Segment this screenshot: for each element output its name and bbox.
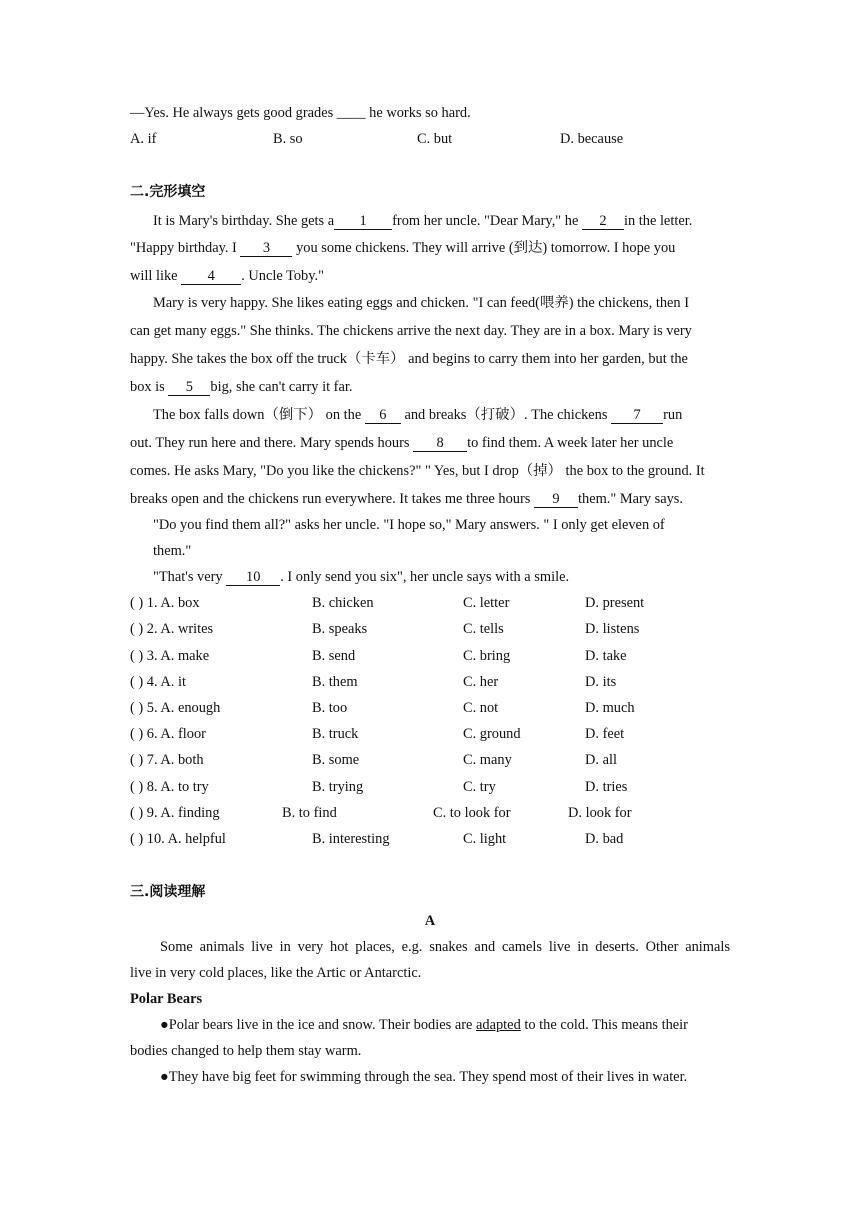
- q1-option-c: C. letter: [463, 595, 510, 611]
- option-a: A. if: [130, 131, 157, 147]
- reading-subheading: Polar Bears: [130, 991, 203, 1007]
- q1-option-b: B. chicken: [312, 595, 374, 611]
- q6-option-d: D. feet: [585, 726, 625, 742]
- q6-option-a: ( ) 6. A. floor: [130, 726, 206, 742]
- blank-10: 10: [226, 570, 280, 586]
- blank-1: 1: [334, 214, 392, 230]
- blank-6: 6: [365, 408, 401, 424]
- q9-option-d: D. look for: [568, 805, 632, 821]
- reading-heading: 三.阅读理解: [130, 884, 206, 900]
- bullet-2-line1: ●They have big feet for swimming through the sea. They spend most of their lives in water.: [160, 1069, 688, 1085]
- q2-option-b: B. speaks: [312, 621, 368, 637]
- blank-5: 5: [168, 380, 210, 396]
- q1-option-a: ( ) 1. A. box: [130, 595, 200, 611]
- option-d: D. because: [560, 131, 624, 147]
- cloze-p2-line4: box is 5 big, she can't carry it far.: [130, 379, 353, 395]
- q5-option-b: B. too: [312, 700, 348, 716]
- blank-2: 2: [582, 214, 624, 230]
- q3-option-b: B. send: [312, 648, 356, 664]
- q10-option-a: ( ) 10. A. helpful: [130, 831, 226, 847]
- cloze-heading: 二.完形填空: [130, 184, 206, 200]
- q3-option-a: ( ) 3. A. make: [130, 648, 210, 664]
- blank-4: 4: [181, 269, 241, 285]
- q7-option-d: D. all: [585, 752, 617, 768]
- reading-intro-line1: Some animals live in very hot places, e.g. snakes and camels live in deserts. Other animals: [160, 939, 730, 955]
- q1-option-d: D. present: [585, 595, 645, 611]
- q7-option-c: C. many: [463, 752, 512, 768]
- q3-option-c: C. bring: [463, 648, 511, 664]
- cloze-p3-line3: comes. He asks Mary, "Do you like the chickens?" " Yes, but I drop（掉） the box to the ground. It: [130, 463, 705, 479]
- option-c: C. but: [417, 131, 453, 147]
- q2-option-a: ( ) 2. A. writes: [130, 621, 214, 637]
- cloze-p1-line3: will like 4 . Uncle Toby.": [130, 268, 324, 284]
- q8-option-b: B. trying: [312, 779, 364, 795]
- cloze-p3-line4: breaks open and the chickens run everywhere. It takes me three hours 9 them." Mary says.: [130, 491, 683, 507]
- cloze-p4-line2: them.": [153, 543, 192, 559]
- cloze-p3-line2: out. They run here and there. Mary spends hours 8 to find them. A week later her uncle: [130, 435, 674, 451]
- option-b: B. so: [273, 131, 303, 147]
- q8-option-d: D. tries: [585, 779, 628, 795]
- cloze-p2-line1: Mary is very happy. She likes eating eggs and chicken. "I can feed(喂养) the chickens, then I: [153, 295, 690, 311]
- blank-3: 3: [240, 241, 292, 257]
- q10-option-b: B. interesting: [312, 831, 390, 847]
- q9-option-a: ( ) 9. A. finding: [130, 805, 220, 821]
- q8-option-c: C. try: [463, 779, 496, 795]
- q9-option-c: C. to look for: [433, 805, 511, 821]
- q9-option-b: B. to find: [282, 805, 337, 821]
- cloze-p1-line1: It is Mary's birthday. She gets a 1 from her uncle. "Dear Mary," he 2 in the letter.: [153, 213, 693, 229]
- q7-option-a: ( ) 7. A. both: [130, 752, 204, 768]
- q4-option-c: C. her: [463, 674, 499, 690]
- cloze-p1-line2: "Happy birthday. I 3 you some chickens. They will arrive (到达) tomorrow. I hope you: [130, 240, 676, 256]
- reading-intro-line2: live in very cold places, like the Artic or Antarctic.: [130, 965, 422, 981]
- q3-option-d: D. take: [585, 648, 627, 664]
- q5-option-a: ( ) 5. A. enough: [130, 700, 221, 716]
- bullet-1-line2: bodies changed to help them stay warm.: [130, 1043, 362, 1059]
- cloze-p5-line1: "That's very 10 . I only send you six", her uncle says with a smile.: [153, 569, 570, 585]
- q6-option-b: B. truck: [312, 726, 359, 742]
- cloze-p2-line2: can get many eggs." She thinks. The chickens arrive the next day. They are in a box. Mary is very: [130, 323, 692, 339]
- q7-option-b: B. some: [312, 752, 360, 768]
- cloze-p4-line1: "Do you find them all?" asks her uncle. "I hope so," Mary answers. " I only get eleven of: [153, 517, 665, 533]
- bullet-1-line1: ●Polar bears live in the ice and snow. Their bodies are adapted to the cold. This means their: [160, 1017, 688, 1033]
- q4-option-b: B. them: [312, 674, 358, 690]
- q5-option-c: C. not: [463, 700, 499, 716]
- q10-option-d: D. bad: [585, 831, 624, 847]
- cloze-p2-line3: happy. She takes the box off the truck（卡车） and begins to carry them into her garden, but the: [130, 351, 688, 367]
- passage-label: A: [424, 913, 436, 929]
- blank-8: 8: [413, 436, 467, 452]
- cloze-p3-line1: The box falls down（倒下） on the 6 and breaks（打破）. The chickens 7 run: [153, 407, 683, 423]
- q6-option-c: C. ground: [463, 726, 521, 742]
- q2-option-d: D. listens: [585, 621, 640, 637]
- underlined-word: adapted: [476, 1017, 521, 1033]
- q4-option-a: ( ) 4. A. it: [130, 674, 186, 690]
- q10-option-c: C. light: [463, 831, 507, 847]
- q5-option-d: D. much: [585, 700, 635, 716]
- q8-option-a: ( ) 8. A. to try: [130, 779, 209, 795]
- blank-9: 9: [534, 492, 578, 508]
- question-stem: —Yes. He always gets good grades ____ he works so hard.: [130, 105, 471, 121]
- q2-option-c: C. tells: [463, 621, 504, 637]
- q4-option-d: D. its: [585, 674, 617, 690]
- blank-7: 7: [611, 408, 663, 424]
